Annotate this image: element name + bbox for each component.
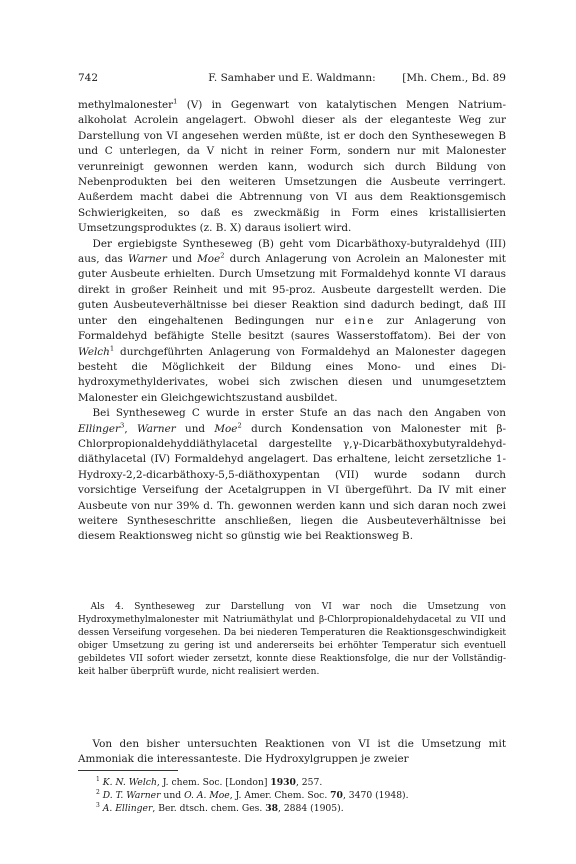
author-name: Moe: [214, 422, 238, 435]
footnote-ref: 1: [109, 344, 115, 353]
footnote-ref: 3: [120, 421, 125, 430]
footnote-2: $^2$ D. T. Warner und O. A. Moe, J. Amer. Chem. Soc. 70, 3470 (1948).: [96, 789, 409, 802]
paragraph-4: Von den bisher untersuchten Reaktionen von VI ist die Umsetzung mit Ammoniak die interessanteste. Die Hydroxylgruppen je zweier: [78, 738, 506, 766]
running-title: F. Samhaber und E. Waldmann:: [208, 72, 376, 84]
footnotes: [96, 776, 506, 816]
page-header: [78, 70, 506, 86]
paragraph-3: Bei Syntheseweg C wurde in erster Stufe an das nach den Angaben von Ellinger$^3$, Warner und Moe$^2$ durch Kondensation von Malonester mit β-Chlorpropionaldehyddiäthylacetal dargestellte γ,γ-Dicarbäthoxybutyraldehyd-diäthylacetal (IV) Formaldehyd angelagert. Das erhaltene, leicht zersetzliche 1-Hydroxy-2,2-dicarbäthoxy-5,5-diäthoxypentan (VII) wurde sodann durch vorsichtige Verseifung der Acetalgruppen in VI übergeführt. Da IV mit einer Ausbeute von nur 39% d. Th. gewonnen werden kann und sich daran noch zwei weitere Syntheseschritte anschließen, liegen die Ausbeuteverhältnisse bei diesem Reaktionsweg nicht so günstig wie bei Reaktionsweg B.: [78, 407, 506, 543]
author-name: Welch: [78, 345, 110, 358]
footnote-rule: [78, 770, 178, 771]
page-number: 742: [78, 72, 99, 84]
footnote-3: $^3$ A. Ellinger, Ber. dtsch. chem. Ges. 38, 2884 (1905).: [96, 802, 344, 815]
main-text: [78, 98, 506, 545]
author-name: Warner: [136, 422, 176, 435]
author-name: Warner: [128, 253, 167, 266]
small-print-paragraph: Als 4. Syntheseweg zur Darstellung von VI war noch die Umsetzung von Hydroxymethylmalonester mit Natriumäthylat und β-Chlorpropionaldehydacetal zu VII und dessen Verseifung vorgesehen. Da bei niederen Temperaturen die Reaktionsgeschwindigkeit obiger Umsetzung zu gering ist und andererseits bei erhöhter Temperatur sich eventuell gebildetes VII sofort wieder zersetzt, konnte diese Reaktionsfolge, die nur der Vollständigkeit halber überprüft wurde, nicht realisiert werden.: [78, 602, 506, 677]
paragraph-2: Der ergiebigste Syntheseweg (B) geht vom Dicarbäthoxy-butyraldehyd (III) aus, das Warner und Moe$^2$ durch Anlagerung von Acrolein an Malonester mit guter Ausbeute erhielten. Durch Umsetzung mit Formaldehyd konnte VI daraus direkt in großer Reinheit und mit 95-proz. Ausbeute dargestellt werden. Die guten Ausbeuteverhältnisse bei dieser Reaktion sind dadurch bedingt, daß III unter den eingehaltenen Bedingungen nur eine zur Anlagerung von Formaldehyd befähigte Stelle besitzt (saures Wasserstoffatom). Bei der von Welch$^1$ durchgeführten Anlagerung von Formaldehyd an Malonester dagegen besteht die Möglichkeit der Bildung eines Mono- und eines Di-hydroxymethylderivates, wobei sich zwischen diesen und unumgesetztem Malonester ein Gleichgewichtszustand ausbildet.: [78, 237, 506, 404]
footnote-1: $^1$ K. N. Welch, J. chem. Soc. [London] 1930, 257.: [96, 775, 323, 788]
spaced-emphasis: eine: [344, 314, 376, 327]
footnote-ref: 1: [173, 97, 178, 106]
footnote-ref: 2: [220, 251, 225, 260]
footnote-ref: 2: [237, 421, 242, 430]
small-print-note: [78, 601, 506, 679]
journal-reference: [Mh. Chem., Bd. 89: [402, 72, 506, 84]
continuation-text: [78, 737, 506, 768]
author-name: Ellinger: [78, 422, 121, 435]
author-name: Moe: [197, 253, 221, 266]
paragraph-1: methylmalonester$^1$ (V) in Gegenwart von katalytischen Mengen Natriumalkoholat Acrolein angelagert. Obwohl dieser als der eleganteste Weg zur Darstellung von VI angesehen werden müßte, ist er doch den Synthesewegen B und C unterlegen, da V nicht in reiner Form, sondern nur mit Malonester verunreinigt gewonnen werden kann, wodurch sich durch Bildung von Nebenprodukten bei den weiteren Umsetzungen die Ausbeute verringert. Außerdem macht dabei die Abtrennung von VI aus dem Reaktionsgemisch Schwierigkeiten, so daß es zweckmäßig in Form eines kristallisierten Umsetzungsproduktes (z. B. X) daraus isoliert wird.: [78, 97, 506, 235]
